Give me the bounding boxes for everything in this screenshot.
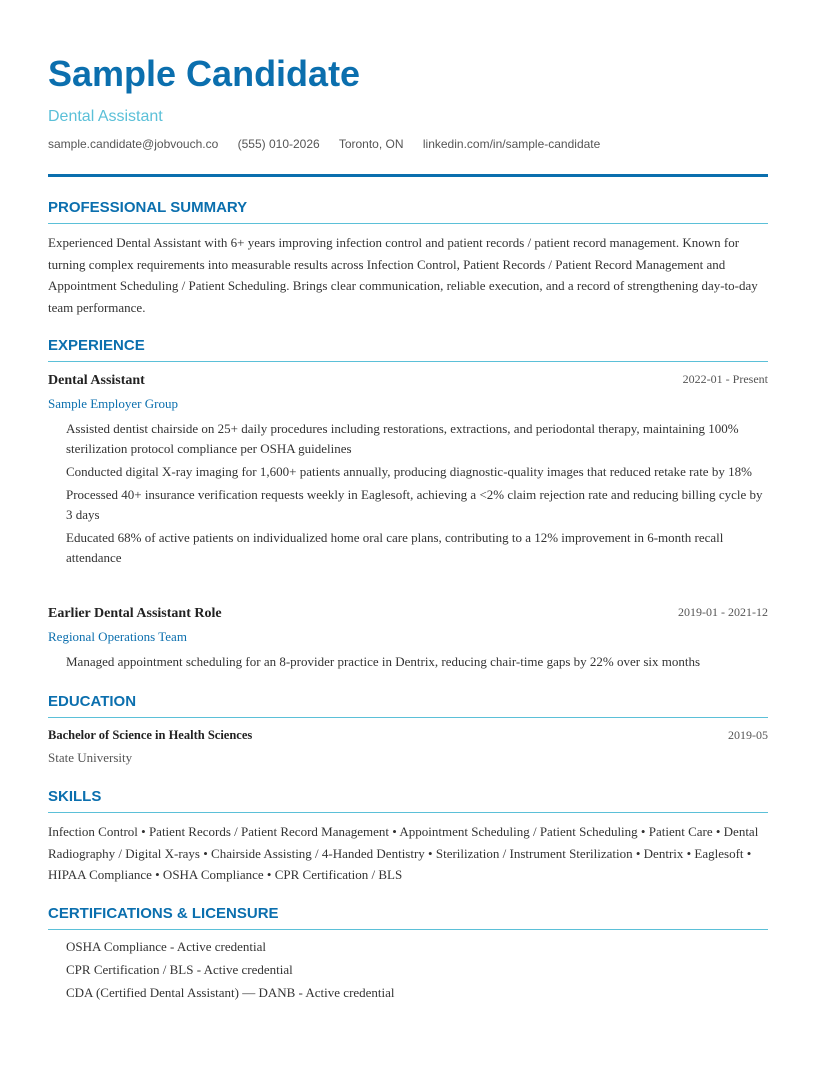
job-title: Earlier Dental Assistant Role: [48, 606, 222, 621]
certifications-list: [66, 937, 768, 1006]
education-heading: EDUCATION: [48, 693, 768, 718]
job-title: Dental Assistant: [48, 373, 145, 388]
education-school: State University: [48, 750, 133, 765]
contact-line: [48, 136, 768, 152]
candidate-name: Sample Candidate: [48, 53, 361, 94]
certification-item: CDA (Certified Dental Assistant) — DANB - Active credential: [66, 985, 395, 1000]
contact-phone: (555) 010-2026: [237, 137, 320, 151]
header-divider: [48, 174, 768, 177]
education-date: 2019-05: [728, 728, 768, 742]
job-organization: Regional Operations Team: [48, 629, 187, 644]
job-date: 2019-01 - 2021-12: [678, 605, 768, 619]
job-bullet: Assisted dentist chairside on 25+ daily procedures including restorations, extractions, and periodontal therapy, maintaining 100% sterilization protocol compliance per OSHA guidelines: [66, 421, 739, 456]
certification-item: OSHA Compliance - Active credential: [66, 939, 267, 954]
job-bullets: [66, 652, 768, 675]
skills-text: Infection Control • Patient Records / Patient Record Management • Appointment Scheduling / Patient Scheduling • Patient Care • Dental Radiography / Digital X-rays • Chairside Assisting / 4-Handed Dentistry • Sterilization / Instrument Sterilization • Dentrix • Eaglesoft • HIPAA Compliance • OSHA Compliance • CPR Certification / BLS: [48, 824, 759, 882]
job-organization: Sample Employer Group: [48, 396, 178, 411]
contact-email: sample.candidate@jobvouch.co: [48, 137, 219, 151]
job-bullet: Conducted digital X-ray imaging for 1,600+ patients annually, producing diagnostic-quality images that reduced retake rate by 18%: [66, 464, 752, 479]
contact-location: Toronto, ON: [338, 137, 404, 151]
contact-linkedin: linkedin.com/in/sample-candidate: [422, 137, 601, 151]
certification-item: CPR Certification / BLS - Active credential: [66, 962, 293, 977]
job-bullets: [66, 419, 768, 571]
job-bullet: Managed appointment scheduling for an 8-provider practice in Dentrix, reducing chair-time gaps by 22% over six months: [66, 654, 701, 669]
job-bullet: Processed 40+ insurance verification requests weekly in Eaglesoft, achieving a <2% claim rejection rate and reducing billing cycle by 3 days: [66, 487, 763, 522]
summary-text: Experienced Dental Assistant with 6+ years improving infection control and patient records / patient record management. Known for turning complex requirements into measurable results across Infection Control, Patient Records / Patient Record Management and Appointment Scheduling / Patient Scheduling. Brings clear communication, reliable execution, and a record of strengthening day-to-day team performance.: [48, 235, 758, 315]
job-bullet: Educated 68% of active patients on individualized home oral care plans, contributing to a 12% improvement in 6-month recall attendance: [66, 530, 724, 565]
education-degree: Bachelor of Science in Health Sciences: [48, 728, 253, 742]
resume-header: [48, 52, 768, 152]
certifications-heading: CERTIFICATIONS & LICENSURE: [48, 905, 768, 930]
summary-heading: PROFESSIONAL SUMMARY: [48, 199, 768, 224]
candidate-title: Dental Assistant: [48, 108, 163, 125]
skills-heading: SKILLS: [48, 788, 768, 813]
job-date: 2022-01 - Present: [682, 372, 768, 386]
experience-heading: EXPERIENCE: [48, 337, 768, 362]
